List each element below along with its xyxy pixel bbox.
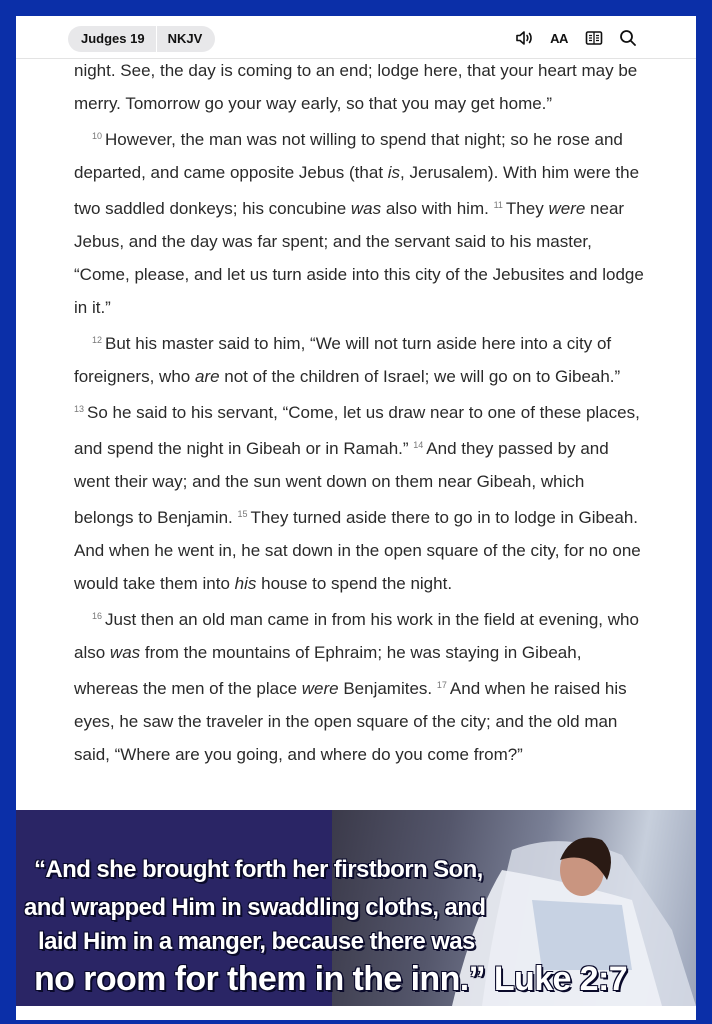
verse-number[interactable]: 13 [74,404,85,414]
verse-number[interactable]: 11 [493,200,503,210]
quote-banner [16,810,696,1006]
verse-15-text: They turned aside there to go in to lodge in Gibeah. And when he went in, he sat down in the open square of the city, for no one would take them into [74,508,641,593]
book-chapter-button[interactable]: Judges 19 [81,31,145,46]
speaker-icon[interactable] [514,28,534,48]
verse-17-text: And when he raised his eyes, he saw the traveler in the open square of the city; and the old man said, “Where are you going, and where do you come from?” [74,679,627,764]
italic-word: were [301,679,339,698]
reader-toolbar [16,16,696,59]
verse-15-text: house to spend the night. [256,574,453,593]
verse-16-text: Just then an old man came in from his work in the field at evening, who also [74,610,639,662]
verse-9-tail: night. See, the day is coming to an end; lodge here, that your heart may be merry. Tomorrow go your way early, so that you may get home.” [74,61,638,113]
verse-10-text: also with him. [381,199,489,218]
verse-number[interactable]: 12 [92,335,103,345]
quote-line-reference: no room for them in the inn.” Luke 2:7 [34,960,628,998]
verse-paragraph [74,120,644,324]
italic-word: his [234,574,257,593]
verse-10-text: , Jerusalem). With him were the two saddled donkeys; his concubine [74,163,640,218]
verse-16-text: from the mountains of Ephraim; he was staying in Gibeah, whereas the men of the place [74,643,582,698]
verse-paragraph [74,324,644,600]
quote-line: and wrapped Him in swaddling cloths, and [24,894,486,921]
search-icon[interactable] [618,28,638,48]
verse-10-text: However, the man was not willing to spend that night; so he rose and departed, and came opposite Jebus (that [74,130,623,182]
italic-word: were [548,199,586,218]
italic-word: was [109,643,141,662]
verse-12-text: But his master said to him, “We will not turn aside here into a city of foreigners, who [74,334,612,386]
verse-11-text: They [505,199,549,218]
toolbar-actions [514,28,638,48]
quote-line: laid Him in a manger, because there was [38,928,475,955]
passage-selector[interactable] [68,26,215,52]
version-button[interactable]: NKJV [167,31,203,46]
verse-paragraph [74,600,644,771]
verse-number[interactable]: 16 [92,611,103,621]
verse-16-text: Benjamites. [338,679,433,698]
verse-number[interactable]: 10 [92,131,103,141]
book-icon[interactable] [584,28,604,48]
italic-word: was [350,199,382,218]
verse-paragraph [74,54,644,120]
verse-14-text: And they passed by and went their way; and the sun went down on them near Gibeah, which belongs to Benjamin. [74,439,609,527]
verse-number[interactable]: 14 [413,440,424,450]
verse-13-text: So he said to his servant, “Come, let us draw near to one of these places, and spend the night in Gibeah or in Ramah.” [74,403,640,458]
quote-line: “And she brought forth her firstborn Son, [34,856,483,883]
verse-number[interactable]: 17 [436,680,447,690]
italic-word: is [387,163,401,182]
verse-12-text: not of the children of Israel; we will go on to Gibeah.” [219,367,621,386]
verse-number[interactable]: 15 [237,509,248,519]
chapter-text [74,54,644,771]
italic-word: are [194,367,220,386]
verse-11-text: near Jebus, and the day was far spent; and the servant said to his master, “Come, please, and let us turn aside into this city of the Jebusites and lodge in it.” [74,199,644,317]
text-size-icon[interactable]: AA [550,30,568,46]
